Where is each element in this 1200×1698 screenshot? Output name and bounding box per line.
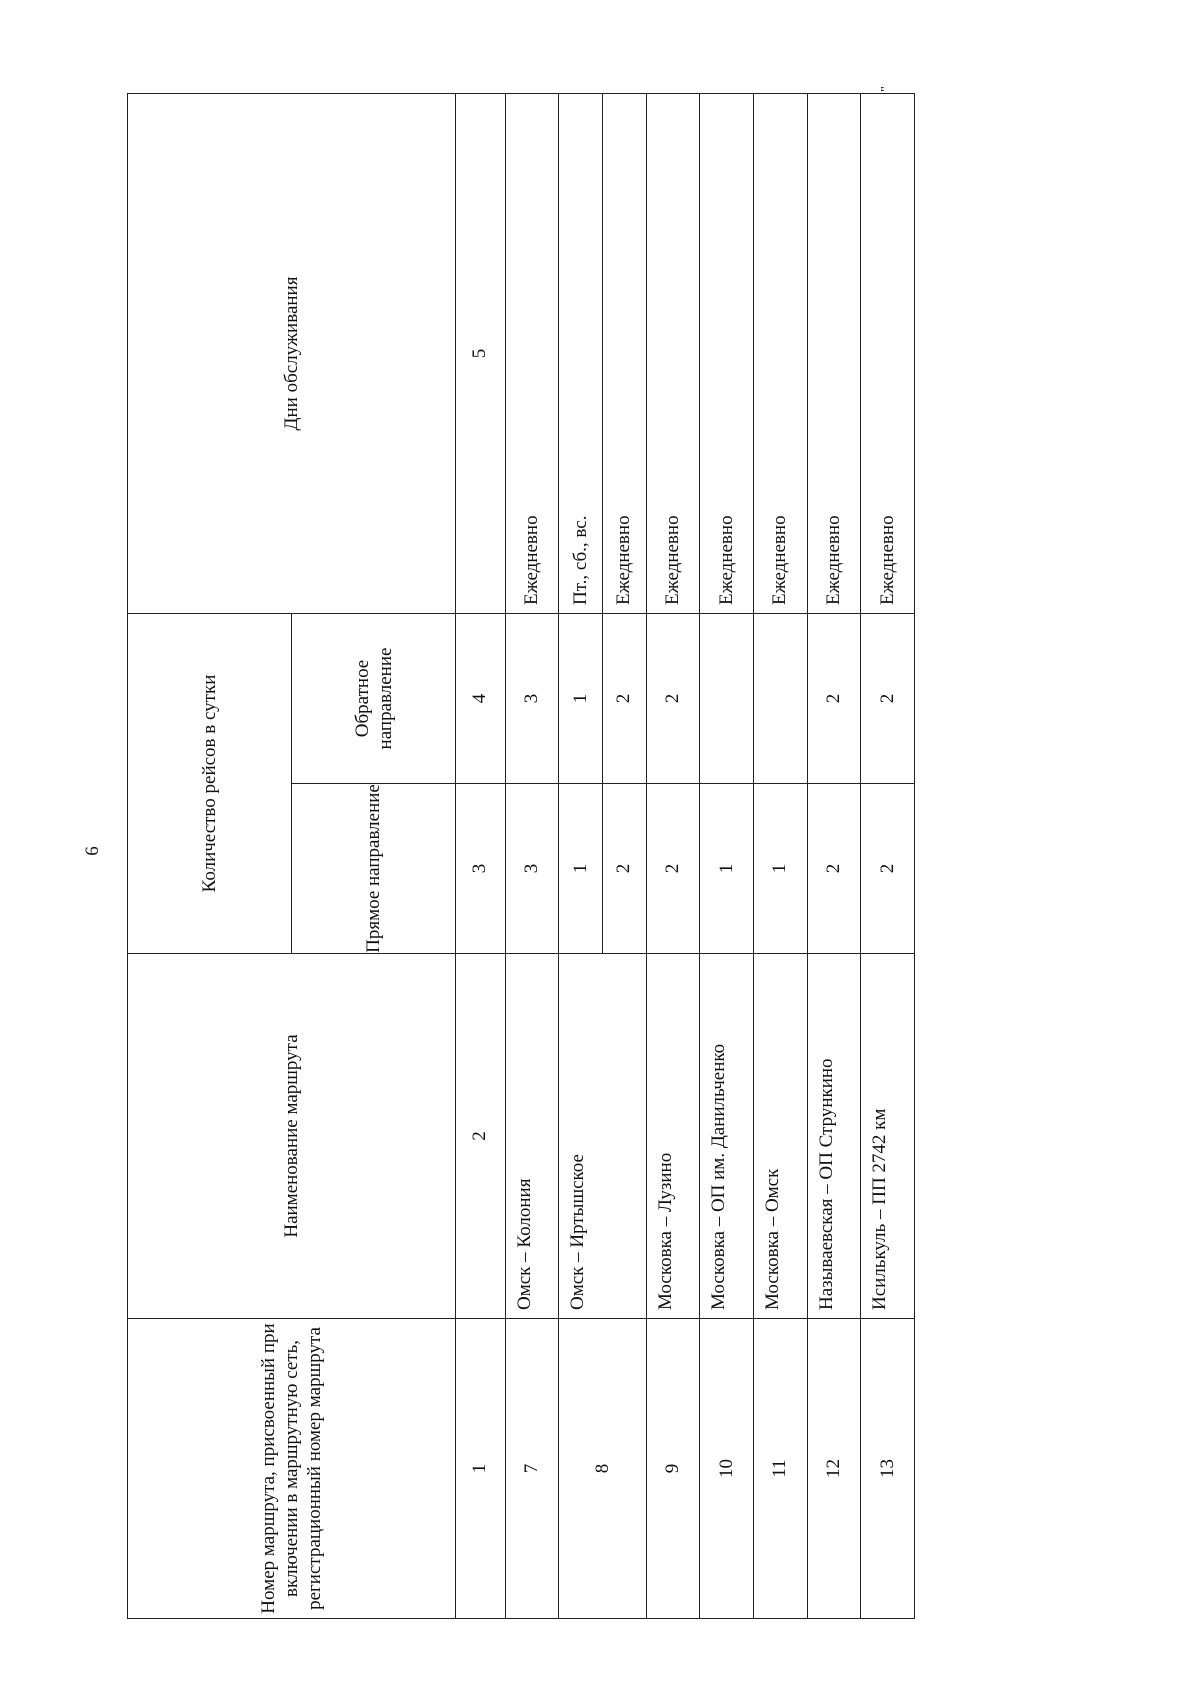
route-name-cell: Омск – Иртышское <box>559 954 647 1319</box>
route-table-container <box>127 94 915 1619</box>
column-number: 1 <box>456 1319 505 1619</box>
route-number-cell: 10 <box>700 1319 754 1619</box>
header-service-days: Дни обслуживания <box>128 94 456 614</box>
service-days-cell: Ежедневно <box>646 94 700 614</box>
service-days-cell: Ежедневно <box>603 94 647 614</box>
route-number-cell: 8 <box>559 1319 647 1619</box>
route-name-cell: Исилькуль – ПП 2742 км <box>861 954 915 1319</box>
header-trips-per-day: Количество рейсов в сутки <box>128 614 292 954</box>
header-forward: Прямое направление <box>292 784 456 954</box>
header-reverse: Обратное направление <box>292 614 456 784</box>
table-row <box>861 94 915 1619</box>
table-row <box>559 94 603 1619</box>
route-number-cell: 11 <box>754 1319 808 1619</box>
table-row <box>646 94 700 1619</box>
reverse-trips-cell: 2 <box>646 614 700 784</box>
column-number: 4 <box>456 614 505 784</box>
forward-trips-cell: 2 <box>603 784 647 954</box>
service-days-cell: Пт., сб., вс. <box>559 94 603 614</box>
service-days-cell: Ежедневно <box>861 94 915 614</box>
header-route-number: Номер маршрута, присвоенный при включении в маршрутную сеть, регистрационный номер маршрута <box>128 1319 456 1619</box>
table-row <box>700 94 754 1619</box>
reverse-trips-cell <box>754 614 808 784</box>
reverse-trips-cell <box>700 614 754 784</box>
closing-quote-mark: " <box>878 86 894 92</box>
column-number: 3 <box>456 784 505 954</box>
table-row <box>754 94 808 1619</box>
column-number-row <box>456 94 505 1619</box>
service-days-cell: Ежедневно <box>754 94 808 614</box>
route-name-cell: Московка – ОП им. Данильченко <box>700 954 754 1319</box>
forward-trips-cell: 2 <box>861 784 915 954</box>
reverse-trips-cell: 2 <box>603 614 647 784</box>
reverse-trips-cell: 3 <box>505 614 559 784</box>
route-name-cell: Московка – Омск <box>754 954 808 1319</box>
table-row <box>505 94 559 1619</box>
forward-trips-cell: 1 <box>700 784 754 954</box>
route-name-cell: Московка – Лузино <box>646 954 700 1319</box>
column-number: 2 <box>456 954 505 1319</box>
reverse-trips-cell: 2 <box>861 614 915 784</box>
reverse-trips-cell: 2 <box>807 614 861 784</box>
route-number-cell: 13 <box>861 1319 915 1619</box>
route-number-cell: 12 <box>807 1319 861 1619</box>
forward-trips-cell: 1 <box>754 784 808 954</box>
reverse-trips-cell: 1 <box>559 614 603 784</box>
route-name-cell: Омск – Колония <box>505 954 559 1319</box>
forward-trips-cell: 3 <box>505 784 559 954</box>
service-days-cell: Ежедневно <box>700 94 754 614</box>
route-table <box>127 93 915 1619</box>
table-row <box>807 94 861 1619</box>
route-name-cell: Называевская – ОП Стрункино <box>807 954 861 1319</box>
column-number: 5 <box>456 94 505 614</box>
route-number-cell: 9 <box>646 1319 700 1619</box>
forward-trips-cell: 2 <box>646 784 700 954</box>
route-number-cell: 7 <box>505 1319 559 1619</box>
forward-trips-cell: 2 <box>807 784 861 954</box>
header-route-name: Наименование маршрута <box>128 954 456 1319</box>
service-days-cell: Ежедневно <box>807 94 861 614</box>
service-days-cell: Ежедневно <box>505 94 559 614</box>
page-number: 6 <box>82 846 103 856</box>
forward-trips-cell: 1 <box>559 784 603 954</box>
